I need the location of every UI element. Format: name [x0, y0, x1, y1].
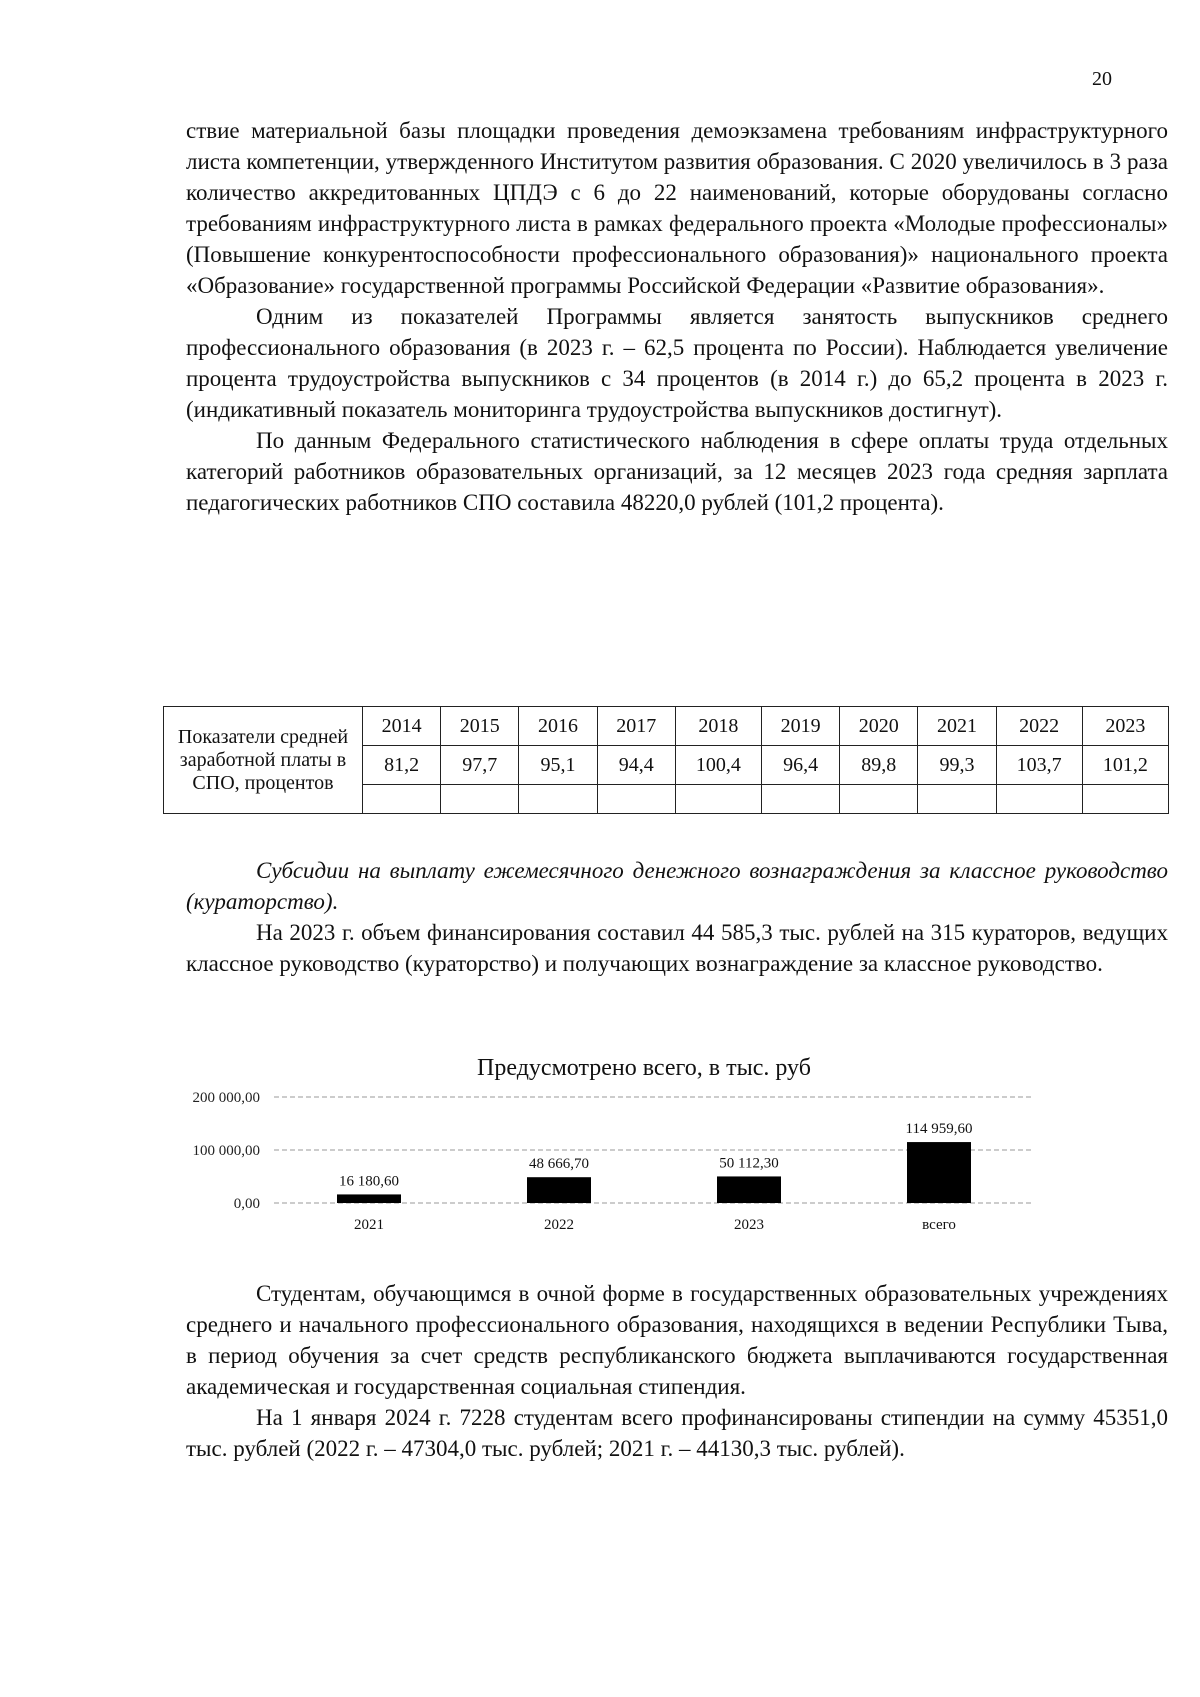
empty-cell	[918, 785, 996, 814]
paragraph: На 1 января 2024 г. 7228 студентам всего профинансированы стипендии на сумму 45351,0 тыс. рублей (2022 г. – 47304,0 тыс. рублей; 2021 г. – 44130,3 тыс. рублей).	[186, 1405, 1168, 1461]
empty-cell	[675, 785, 761, 814]
empty-cell	[519, 785, 597, 814]
data-label: 114 959,60	[905, 1121, 973, 1138]
text-block-top	[186, 115, 1168, 518]
y-tick-label: 0,00	[233, 1196, 260, 1212]
year-cell: 2014	[363, 707, 441, 746]
year-cell: 2018	[675, 707, 761, 746]
empty-cell	[1082, 785, 1168, 814]
paragraph: На 2023 г. объем финансирования составил 44 585,3 тыс. рублей на 315 кураторов, ведущих классное руководство (кураторство) и получающих вознаграждение за классное руководство.	[186, 920, 1168, 976]
chart-svg	[184, 1045, 1104, 1235]
data-label: 50 112,30	[719, 1155, 779, 1172]
x-tick-label: 2023	[734, 1217, 764, 1233]
x-tick-label: 2021	[354, 1217, 384, 1233]
year-cell: 2022	[996, 707, 1082, 746]
bar	[337, 1194, 401, 1203]
value-cell: 101,2	[1082, 746, 1168, 785]
paragraph: ствие материальной базы площадки проведения демоэкзамена требованиям инфраструктурного листа компетенции, утвержденного Институтом развития образования. С 2020 увеличилось в 3 раза количество аккредитованных ЦПДЭ с 6 до 22 наименований, которые оборудованы согласно требованиям инфраструктурного листа в рамках федерального проекта «Молодые профессионалы» (Повышение конкурентоспособности профессионального образования)» национального проекта «Образование» государственной программы Российской Федерации «Развитие образования».	[186, 118, 1168, 298]
text-block-bottom	[186, 1278, 1168, 1464]
value-cell: 94,4	[597, 746, 675, 785]
data-label: 48 666,70	[529, 1156, 589, 1173]
paragraph: Одним из показателей Программы является занятость выпускников среднего профессионального образования (в 2023 г. – 62,5 процента по России). Наблюдается увеличение процента трудоустройства выпускников с 34 процентов (в 2014 г.) до 65,2 процента в 2023 г. (индикативный показатель мониторинга трудоустройства выпускников достигнут).	[186, 304, 1168, 422]
value-cell: 103,7	[996, 746, 1082, 785]
value-cell: 100,4	[675, 746, 761, 785]
year-cell: 2016	[519, 707, 597, 746]
x-tick-label: 2022	[544, 1217, 574, 1233]
value-cell: 95,1	[519, 746, 597, 785]
value-cell: 99,3	[918, 746, 996, 785]
salary-table	[163, 706, 1169, 814]
empty-cell	[597, 785, 675, 814]
subsidy-chart	[184, 1045, 1104, 1235]
paragraph: Студентам, обучающимся в очной форме в государственных образовательных учреждениях среднего и начального профессионального образования, находящихся в ведении Республики Тыва, в период обучения за счет средств республиканского бюджета выплачиваются государственная академическая и государственная социальная стипендия.	[186, 1281, 1168, 1399]
empty-cell	[996, 785, 1082, 814]
empty-cell	[840, 785, 918, 814]
bar	[907, 1142, 971, 1203]
year-cell: 2020	[840, 707, 918, 746]
paragraph: По данным Федерального статистического наблюдения в сфере оплаты труда отдельных категорий работников образовательных организаций, за 12 месяцев 2023 года средняя зарплата педагогических работников СПО составила 48220,0 рублей (101,2 процента).	[186, 428, 1168, 515]
empty-cell	[441, 785, 519, 814]
subsidy-heading: Субсидии на выплату ежемесячного денежного вознаграждения за классное руководство (кураторство).	[186, 858, 1168, 914]
year-cell: 2015	[441, 707, 519, 746]
value-cell: 81,2	[363, 746, 441, 785]
year-cell: 2023	[1082, 707, 1168, 746]
page-number: 20	[1092, 68, 1112, 90]
table-header-cell: Показатели средней заработной платы в СПО, процентов	[164, 707, 363, 814]
data-label: 16 180,60	[339, 1173, 399, 1190]
chart-title: Предусмотрено всего, в тыс. руб	[477, 1055, 811, 1081]
year-cell: 2017	[597, 707, 675, 746]
year-cell: 2019	[761, 707, 839, 746]
y-tick-label: 100 000,00	[192, 1143, 260, 1159]
bar	[717, 1176, 781, 1203]
bar	[527, 1177, 591, 1203]
year-cell: 2021	[918, 707, 996, 746]
x-tick-label: всего	[922, 1217, 956, 1233]
table-row	[164, 707, 1169, 746]
y-tick-label: 200 000,00	[192, 1090, 260, 1106]
value-cell: 96,4	[761, 746, 839, 785]
value-cell: 97,7	[441, 746, 519, 785]
text-block-subsidy	[186, 855, 1168, 979]
value-cell: 89,8	[840, 746, 918, 785]
empty-cell	[363, 785, 441, 814]
empty-cell	[761, 785, 839, 814]
